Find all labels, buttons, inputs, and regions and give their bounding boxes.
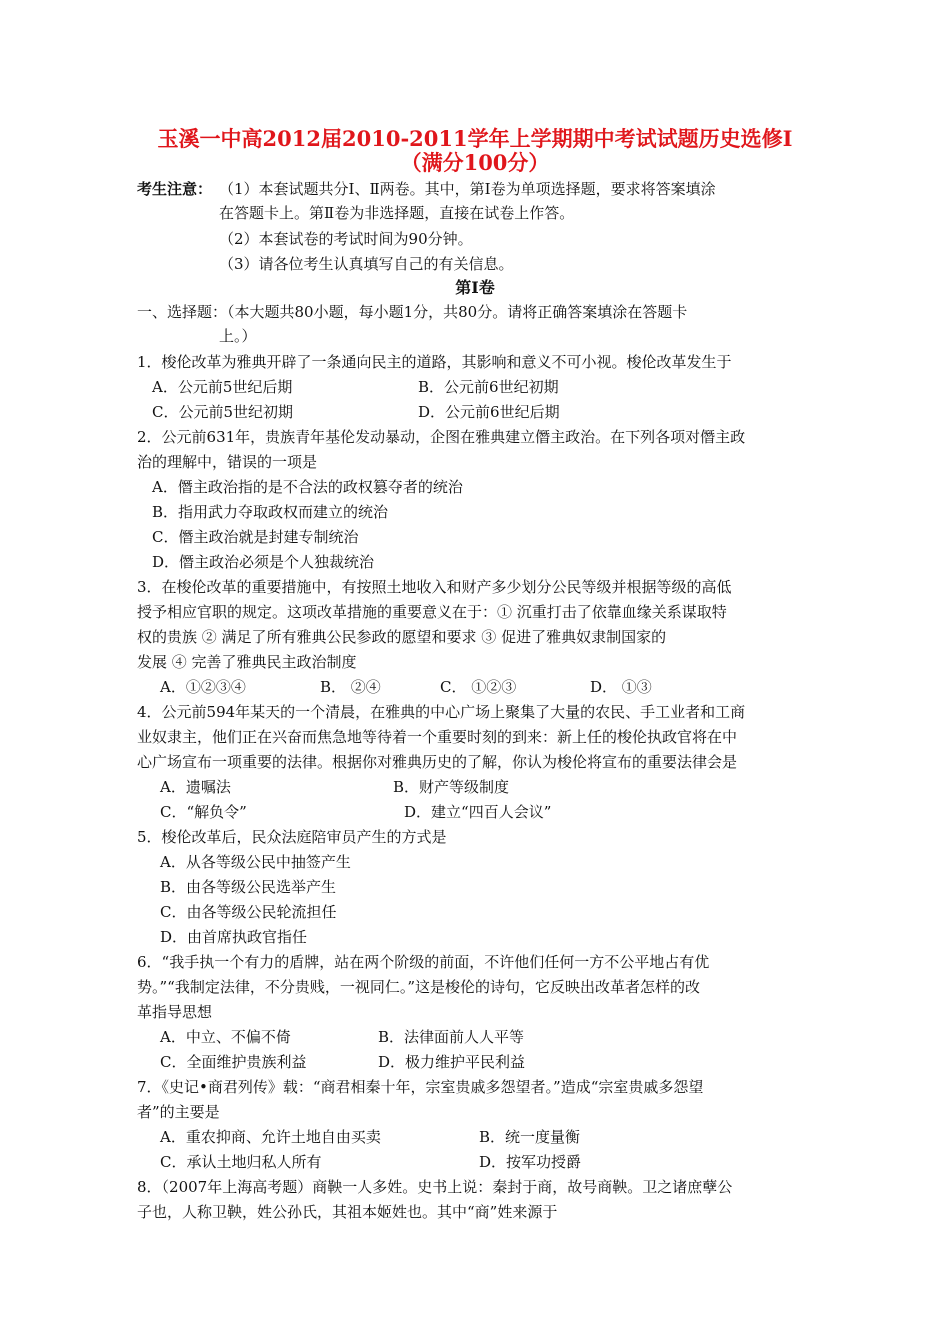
section-intro-cont: 上。）	[219, 327, 257, 345]
question-5-option-d: D．由首席执政官指任	[160, 928, 308, 946]
question-5-option-c: C．由各等级公民轮流担任	[160, 903, 337, 921]
question-4-stem-cont-2: 心广场宣布一项重要的法律。根据你对雅典历史的了解，你认为梭伦将宣布的重要法律会是	[137, 753, 738, 771]
notice-item-2: （2）本套试卷的考试时间为90分钟。	[219, 230, 473, 248]
question-2-option-b: B．指用武力夺取政权而建立的统治	[152, 503, 389, 521]
question-4-option-c: C．“解负令”	[160, 803, 247, 821]
question-6-stem-cont-2: 革指导思想	[137, 1003, 213, 1021]
question-2-option-d: D．僭主政治必须是个人独裁统治	[152, 553, 375, 571]
question-2-option-a: A．僭主政治指的是不合法的政权篡夺者的统治	[152, 478, 463, 496]
question-5-option-a: A．从各等级公民中抽签产生	[160, 853, 351, 871]
question-1-option-d: D．公元前6世纪后期	[418, 403, 560, 421]
question-7-option-a: A．重农抑商、允许土地自由买卖	[160, 1128, 381, 1146]
question-6-option-b: B．法律面前人人平等	[378, 1028, 525, 1046]
question-1-option-b: B．公元前6世纪初期	[418, 378, 559, 396]
notice-label: 考生注意：	[137, 180, 213, 198]
section-intro: 一、选择题：（本大题共80小题，每小题1分，共80分。请将正确答案填涂在答题卡	[137, 303, 688, 321]
question-2-option-c: C．僭主政治就是封建专制统治	[152, 528, 359, 546]
question-3-stem-cont-1: 授予相应官职的规定。这项改革措施的重要意义在于：① 沉重打击了依靠血缘关系谋取特	[137, 603, 727, 621]
question-4-option-a: A．遗嘱法	[160, 778, 231, 796]
exam-subtitle: （满分100分）	[400, 150, 550, 175]
section-title: 第Ⅰ卷	[455, 278, 495, 297]
question-6-stem: 6．“我手执一个有力的盾牌，站在两个阶级的前面，不许他们任何一方不公平地占有优	[137, 953, 710, 971]
question-5-stem: 5．梭伦改革后，民众法庭陪审员产生的方式是	[137, 828, 447, 846]
question-3-option-a: A．①②③④	[160, 678, 246, 696]
question-6-option-d: D．极力维护平民利益	[378, 1053, 526, 1071]
notice-item-3: （3）请各位考生认真填写自己的有关信息。	[219, 255, 514, 273]
question-7-stem: 7．《史记•商君列传》载：“商君相秦十年，宗室贵戚多怨望者。”造成“宗室贵戚多怨望	[137, 1078, 704, 1096]
question-1-option-c: C．公元前5世纪初期	[152, 403, 294, 421]
question-6-option-c: C．全面维护贵族利益	[160, 1053, 307, 1071]
question-6-option-a: A．中立、不偏不倚	[160, 1028, 291, 1046]
question-8-stem: 8．（2007年上海高考题）商鞅一人多姓。史书上说：秦封于商，故号商鞅。卫之诸庶孽公	[137, 1178, 733, 1196]
question-4-stem-cont-1: 业奴隶主，他们正在兴奋而焦急地等待着一个重要时刻的到来：新上任的梭伦执政官将在中	[137, 728, 738, 746]
question-3-stem-cont-3: 发展 ④ 完善了雅典民主政治制度	[137, 653, 357, 671]
question-3-option-b: B． ②④	[320, 678, 381, 696]
question-4-option-b: B．财产等级制度	[393, 778, 510, 796]
question-3-option-c: C． ①②③	[440, 678, 517, 696]
notice-item-1-cont: 在答题卡上。第Ⅱ卷为非选择题，直接在试卷上作答。	[219, 204, 575, 222]
question-1-option-a: A．公元前5世纪后期	[152, 378, 293, 396]
question-7-option-c: C．承认土地归私人所有	[160, 1153, 322, 1171]
question-4-option-d: D．建立“四百人会议”	[404, 803, 552, 821]
question-1-stem: 1．梭伦改革为雅典开辟了一条通向民主的道路，其影响和意义不可小视。梭伦改革发生于	[137, 353, 732, 371]
question-7-option-d: D．按军功授爵	[479, 1153, 582, 1171]
question-6-stem-cont-1: 势。”“我制定法律，不分贵贱，一视同仁。”这是梭伦的诗句，它反映出改革者怎样的改	[137, 978, 701, 996]
question-4-stem: 4．公元前594年某天的一个清晨，在雅典的中心广场上聚集了大量的农民、手工业者和工商	[137, 703, 746, 721]
question-2-stem-cont: 治的理解中，错误的一项是	[137, 453, 318, 471]
notice-item-1: （1）本套试题共分Ⅰ、Ⅱ两卷。其中，第Ⅰ卷为单项选择题，要求将答案填涂	[219, 180, 716, 198]
question-3-option-d: D． ①③	[590, 678, 652, 696]
question-8-stem-cont: 子也，人称卫鞅，姓公孙氏，其祖本姬姓也。其中“商”姓来源于	[137, 1203, 558, 1221]
question-5-option-b: B．由各等级公民选举产生	[160, 878, 337, 896]
question-7-stem-cont: 者”的主要是	[137, 1103, 220, 1121]
question-3-stem-cont-2: 权的贵族 ② 满足了所有雅典公民参政的愿望和要求 ③ 促进了雅典奴隶制国家的	[137, 628, 667, 646]
question-3-stem: 3．在梭伦改革的重要措施中，有按照土地收入和财产多少划分公民等级并根据等级的高低	[137, 578, 732, 596]
question-7-option-b: B．统一度量衡	[479, 1128, 581, 1146]
exam-title: 玉溪一中高2012届2010-2011学年上学期期中考试试题历史选修Ⅰ	[157, 126, 793, 151]
question-2-stem: 2．公元前631年，贵族青年基伦发动暴动，企图在雅典建立僭主政治。在下列各项对僭主政	[137, 428, 746, 446]
